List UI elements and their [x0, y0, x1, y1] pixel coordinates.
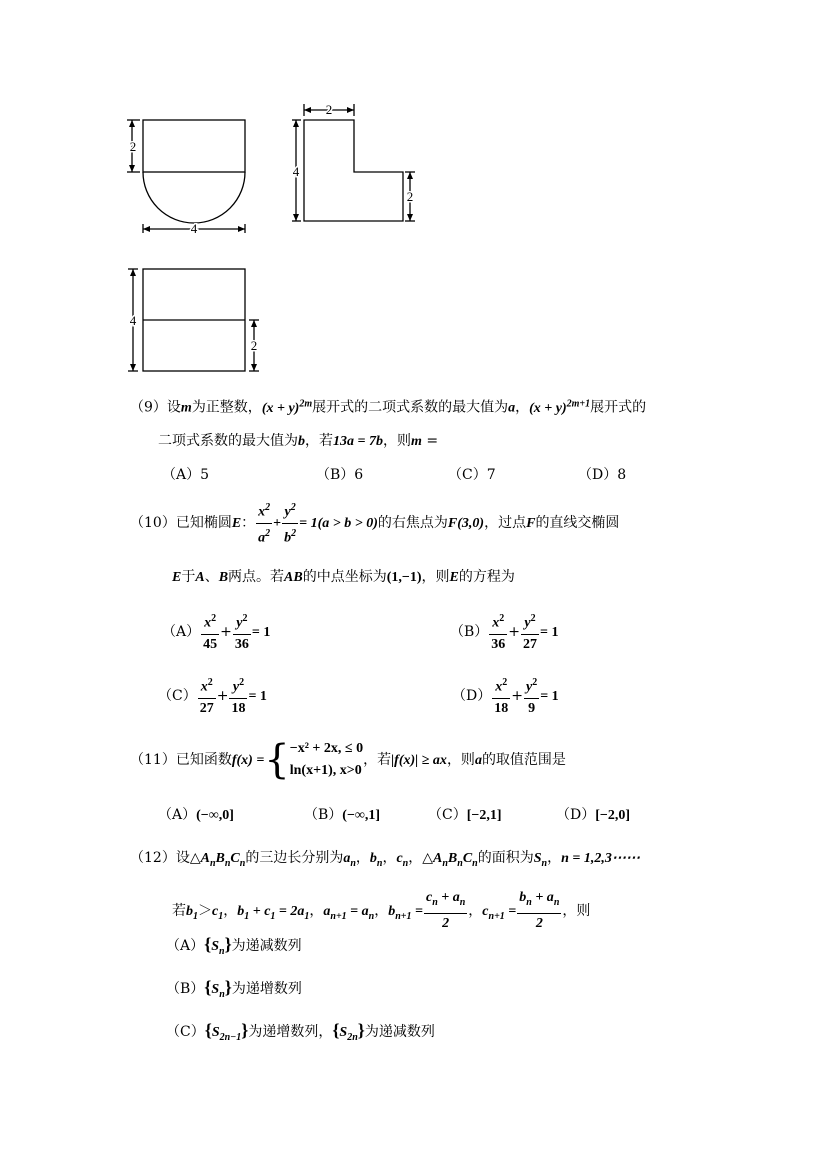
q9-option-a[interactable]: （A）5	[162, 467, 210, 483]
q9-line1: （9）设m为正整数，$(x + y)^{2m}$展开式的二项式系数的最大值为a，$(x + y)^{2m+1}$展开式的	[130, 398, 647, 416]
dim-side-step: 2	[406, 189, 414, 204]
dim-top-height: 4	[129, 313, 137, 328]
q9-option-c[interactable]: （C）7	[448, 467, 496, 483]
three-view-figure	[0, 0, 827, 400]
q11-option-a[interactable]: （A）(−∞,0]	[158, 807, 234, 823]
q12-option-a[interactable]: $(A)\{S_n\}$为递减数列	[166, 934, 302, 957]
q11-option-c[interactable]: （C）[−2,1]	[428, 807, 502, 823]
dim-side-height: 4	[292, 164, 300, 179]
dim-top-step: 2	[250, 338, 258, 353]
dim-front-width: 4	[190, 221, 198, 236]
q10-line1: （10）已知椭圆E： $\frac{x^2}{a^2}$ + $\frac{y^2}{b^2}$ = 1(a > b > 0)的右焦点为F(3,0)，过点F的直线交椭圆	[130, 498, 619, 548]
q12-option-b[interactable]: $(B)\{S_n\}$为递增数列	[166, 977, 302, 1000]
q12-line2: 若$b_1>c_1$，$b_1 + c_1 = 2a_1$，$a_{n+1} = a_n$，$b_{n+1}$ = $\frac{c_n + a_n}{2}$ ，$c_{n+1}$ = $\frac{b_n + a_n}{2}$ ，则	[172, 890, 591, 931]
side-view-shape	[304, 120, 403, 221]
q9-line2: 二项式系数的最大值为b，若13a = 7b，则m =	[158, 433, 439, 449]
q10-option-c[interactable]: （C） $\frac{x^2}{27}$ + $\frac{y^2}{18}$ = 1	[158, 673, 267, 719]
q11-option-b[interactable]: （B）(−∞,1]	[304, 807, 381, 823]
q10-option-d[interactable]: （D） $\frac{x^2}{18}$ + $\frac{y^2}{9}$ = 1	[452, 673, 559, 719]
q9-option-b[interactable]: （B）6	[316, 467, 364, 483]
q11-option-d[interactable]: （D）[−2,0]	[556, 807, 631, 823]
dim-side-top: 2	[325, 102, 333, 117]
q11-line1: （11）已知函数f(x) ={ −x² + 2x, ≤ 0 ln(x+1), x>0 ，若|f(x)| ≥ ax，则a的取值范围是	[130, 737, 566, 783]
front-view-rect	[143, 120, 245, 172]
dim-front-height: 2	[129, 139, 137, 154]
q12-option-c[interactable]: $(C)\{S_{2n-1}\}$为递增数列，$\{S_{2n}\}$为递减数列	[166, 1020, 435, 1043]
q9-option-d[interactable]: （D）8	[578, 467, 627, 483]
q12-line1: （12）设$\triangle A_nB_nC_n$的三边长分别为$a_n$，$b_n$，$c_n$，$\triangle A_nB_nC_n$的面积为$S_n$，n = 1,2,3⋯⋯	[130, 850, 640, 869]
front-view-semicircle	[143, 172, 245, 223]
q10-option-b[interactable]: （B） $\frac{x^2}{36}$ + $\frac{y^2}{27}$ = 1	[450, 609, 559, 655]
q10-line2: E于A、B两点。若AB的中点坐标为(1,−1)，则E的方程为	[172, 569, 515, 585]
q10-option-a[interactable]: （A） $\frac{x^2}{45}$ + $\frac{y^2}{36}$ = 1	[162, 609, 270, 655]
